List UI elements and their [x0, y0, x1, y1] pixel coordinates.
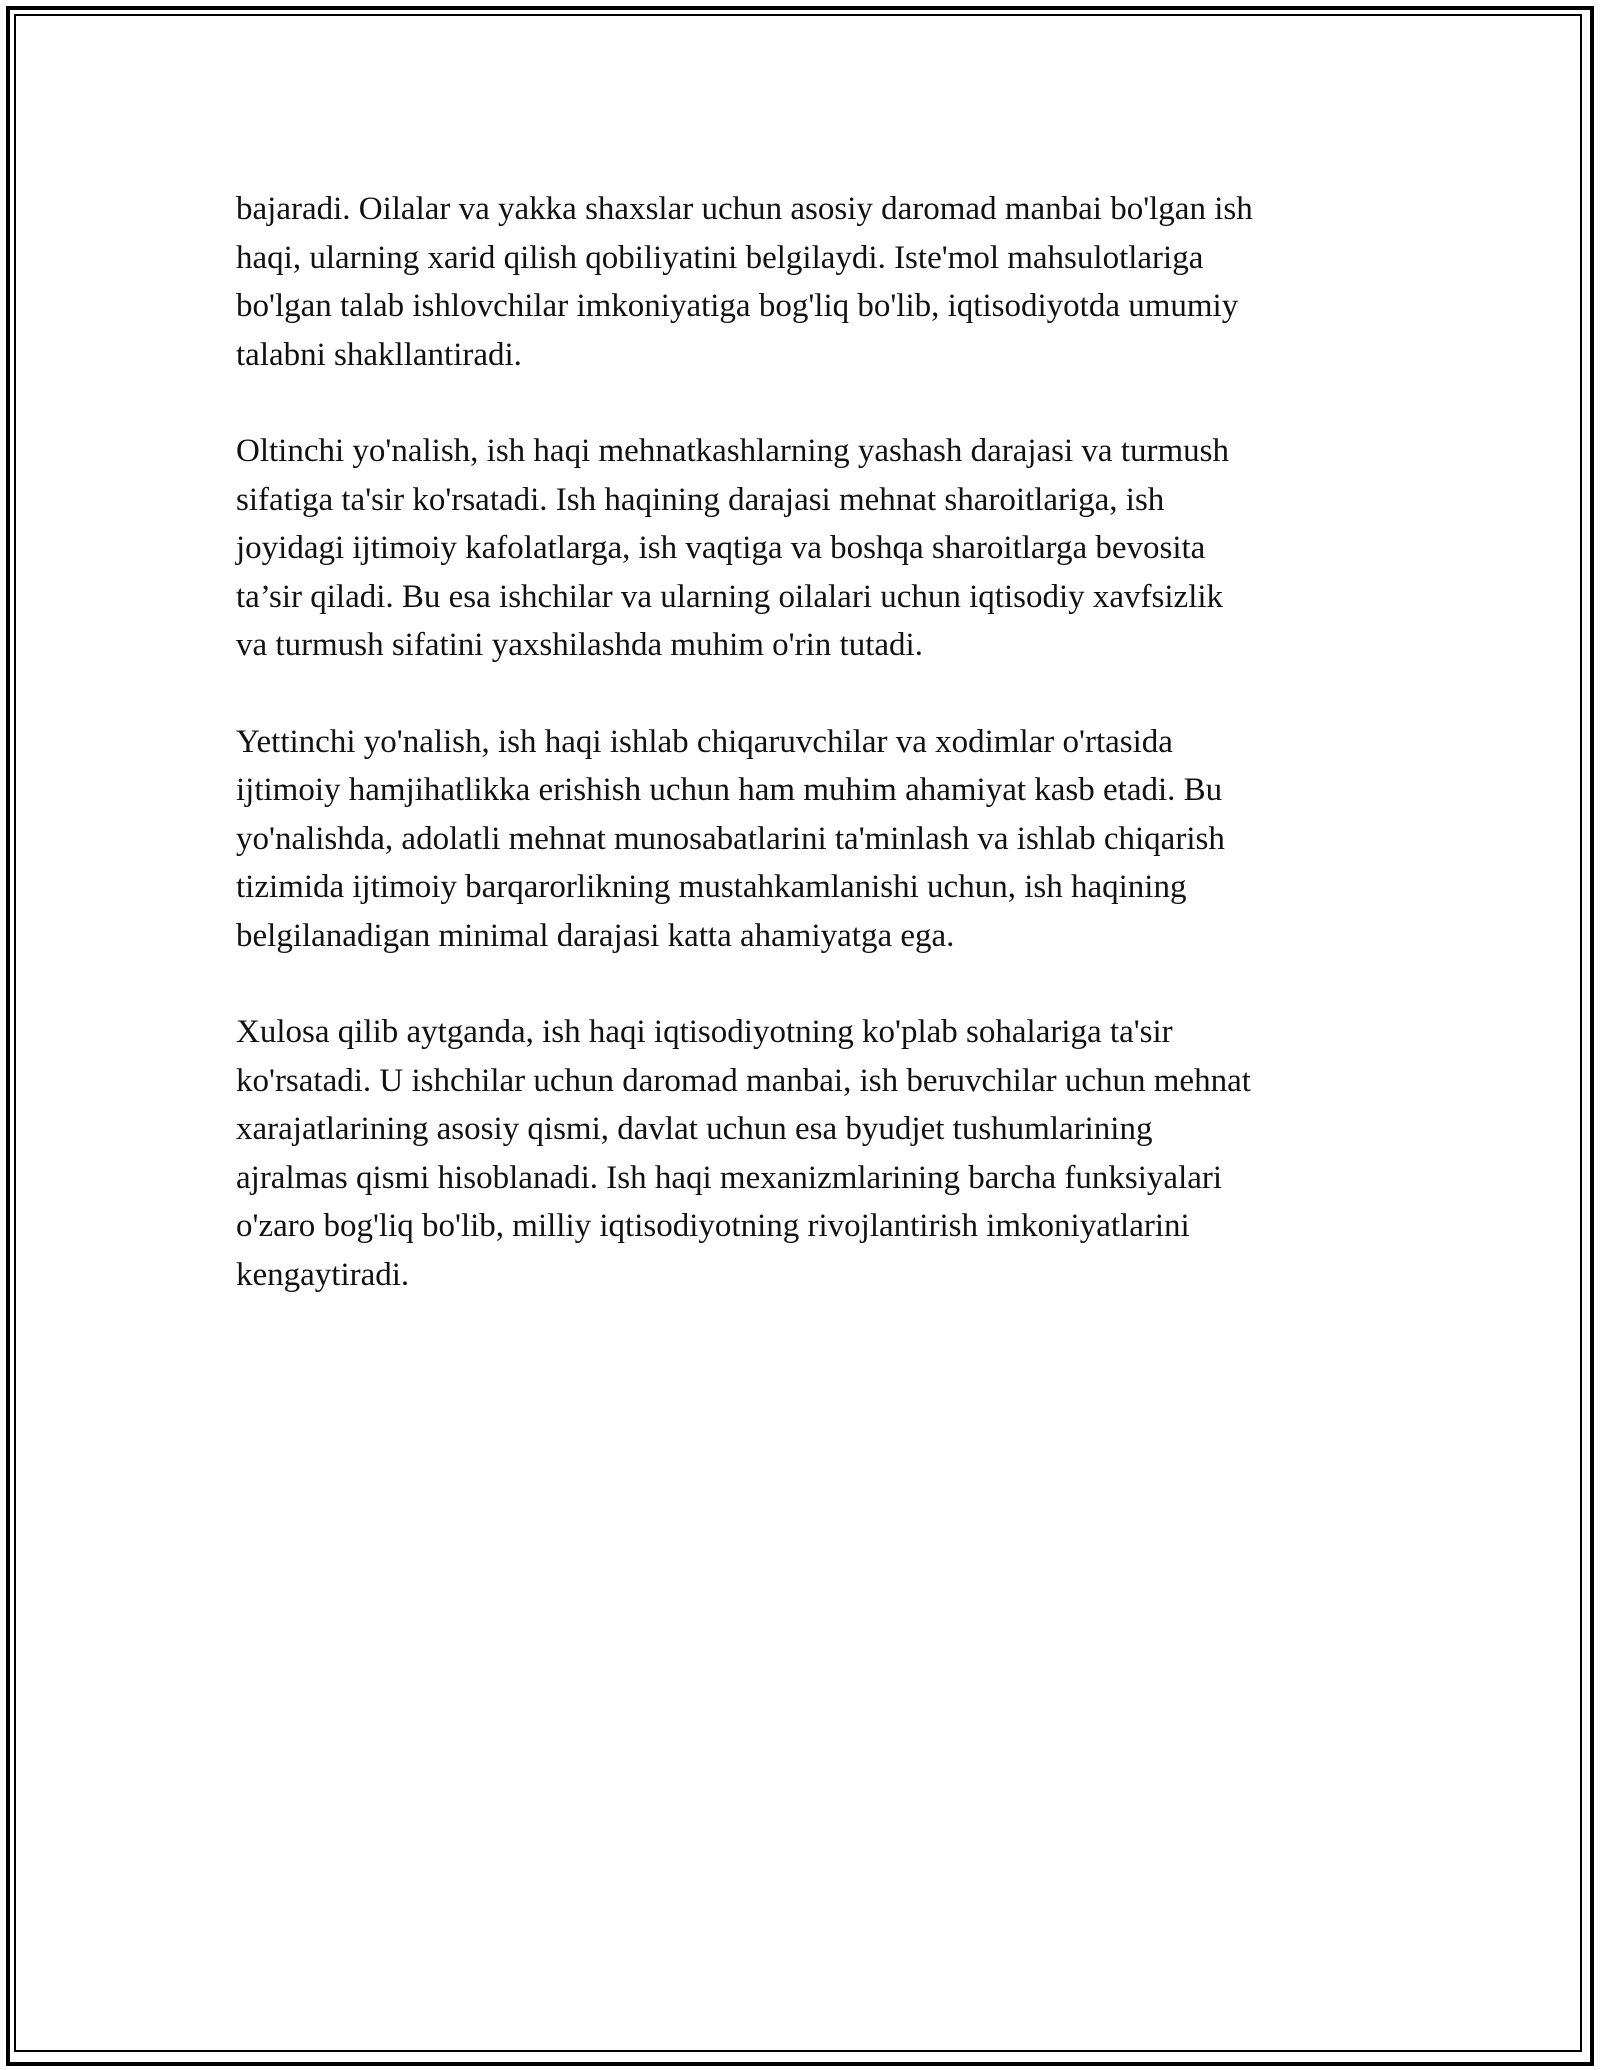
- text-line: belgilanadigan minimal darajasi katta ahamiyatga ega.: [236, 917, 955, 954]
- text-line: sifatiga ta'sir ko'rsatadi. Ish haqining darajasi mehnat sharoitlariga, ish: [236, 481, 1165, 518]
- text-line: bo'lgan talab ishlovchilar imkoniyatiga bog'liq bo'lib, iqtisodiyotda umumiy: [236, 288, 1239, 324]
- text-line: joyidagi ijtimoiy kafolatlarga, ish vaqtiga va boshqa sharoitlarga bevosita: [236, 530, 1206, 566]
- text-line: Yettinchi yo'nalish, ish haqi ishlab chiqaruvchilar va xodimlar o'rtasida: [236, 723, 1173, 760]
- text-line: tizimida ijtimoiy barqarorlikning mustahkamlanishi uchun, ish haqining: [236, 869, 1187, 905]
- text-line: ta’sir qiladi. Bu esa ishchilar va ularning oilalari uchun iqtisodiy xavfsizlik: [236, 578, 1224, 615]
- text-line: bajaradi. Oilalar va yakka shaxslar uchun asosiy daromad manbai bo'lgan ish: [236, 191, 1253, 227]
- text-line: Oltinchi yo'nalish, ish haqi mehnatkashlarning yashash darajasi va turmush: [236, 433, 1229, 469]
- paragraph-4: [236, 1008, 1376, 1299]
- text-line: ko'rsatadi. U ishchilar uchun daromad manbai, ish beruvchilar uchun mehnat: [236, 1062, 1251, 1099]
- text-line: yo'nalishda, adolatli mehnat munosabatlarini ta'minlash va ishlab chiqarish: [236, 820, 1225, 857]
- text-line: ijtimoiy hamjihatlikka erishish uchun ham muhim ahamiyat kasb etadi. Bu: [236, 772, 1223, 808]
- text-line: kengaytiradi.: [236, 1256, 410, 1293]
- paragraph-2: [236, 427, 1376, 670]
- text-line: Xulosa qilib aytganda, ish haqi iqtisodiyotning ko'plab sohalariga ta'sir: [236, 1014, 1173, 1050]
- text-line: talabni shakllantiradi.: [236, 336, 522, 373]
- paragraph-3: [236, 718, 1376, 961]
- text-line: haqi, ularning xarid qilish qobiliyatini belgilaydi. Iste'mol mahsulotlariga: [236, 239, 1204, 276]
- text-line: ajralmas qismi hisoblanadi. Ish haqi mexanizmlarining barcha funksiyalari: [236, 1159, 1223, 1196]
- text-line: xarajatlarining asosiy qismi, davlat uchun esa byudjet tushumlarining: [236, 1111, 1153, 1147]
- text-line: o'zaro bog'liq bo'lib, milliy iqtisodiyotning rivojlantirish imkoniyatlarini: [236, 1208, 1190, 1244]
- text-line: va turmush sifatini yaxshilashda muhim o'rin tutadi.: [236, 627, 923, 663]
- paragraph-1: [236, 185, 1376, 379]
- document-body: [236, 185, 1376, 1347]
